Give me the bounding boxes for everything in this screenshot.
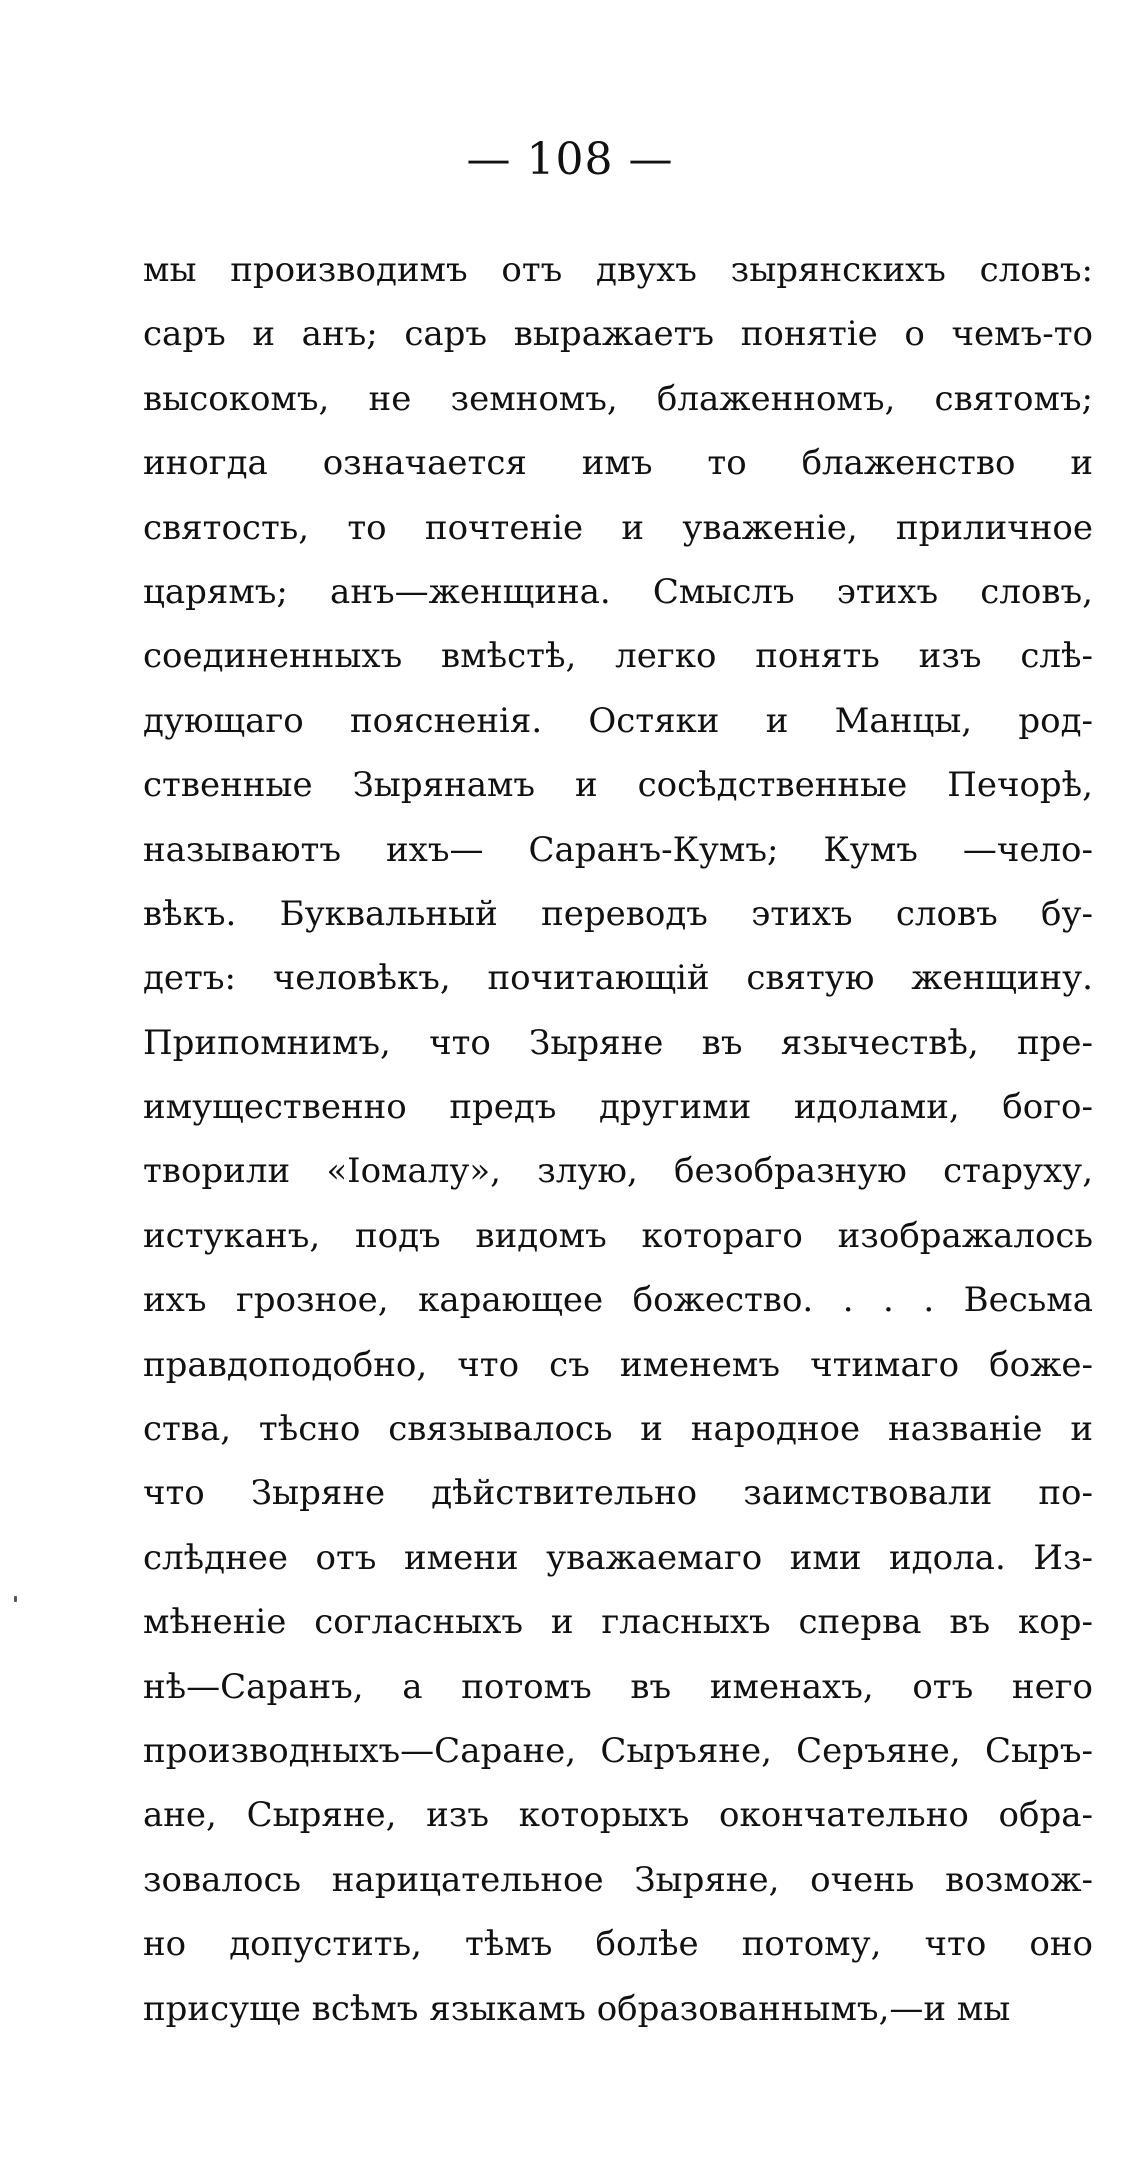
text-line: слѣднее отъ имени уважаемаго ими идола. Из- <box>143 1537 1093 1578</box>
text-line: иногда означается имъ то блаженство и <box>143 443 1093 484</box>
text-line: мѣненіе согласныхъ и гласныхъ сперва въ кор- <box>143 1602 1093 1643</box>
text-line: царямъ; анъ—женщина. Смыслъ этихъ словъ, <box>143 571 1093 612</box>
body-text <box>143 238 1093 2041</box>
ink-speck <box>14 1596 17 1602</box>
text-line: саръ и анъ; саръ выражаетъ понятіе о чемъ-то <box>143 314 1093 355</box>
text-line: Припомнимъ, что Зыряне въ язычествѣ, пре- <box>143 1022 1093 1063</box>
text-line: производныхъ—Саране, Сыръяне, Серъяне, Сыръ- <box>143 1730 1093 1771</box>
text-line: вѣкъ. Буквальный переводъ этихъ словъ бу- <box>143 893 1093 934</box>
text-line: детъ: человѣкъ, почитающій святую женщину. <box>143 958 1093 999</box>
text-line: дующаго поясненія. Остяки и Манцы, род- <box>143 700 1093 741</box>
text-line: творили «Іомалу», злую, безобразную старуху, <box>143 1151 1093 1192</box>
page-number: — 108 — <box>466 134 674 185</box>
text-line: присуще всѣмъ языкамъ образованнымъ,—и мы <box>143 1988 1011 2029</box>
text-line: мы производимъ отъ двухъ зырянскихъ словъ: <box>143 250 1093 290</box>
text-line: ане, Сыряне, изъ которыхъ окончательно обра- <box>143 1795 1093 1836</box>
text-line: высокомъ, не земномъ, блаженномъ, святомъ; <box>143 378 1093 419</box>
text-line: истуканъ, подъ видомъ котораго изображалось <box>143 1215 1093 1256</box>
text-line: нѣ—Саранъ, а потомъ въ именахъ, отъ него <box>143 1666 1093 1707</box>
text-line: правдоподобно, что съ именемъ чтимаго боже- <box>143 1344 1093 1385</box>
text-line: святость, то почтеніе и уваженіе, приличное <box>143 507 1093 548</box>
text-line: ства, тѣсно связывалось и народное названіе и <box>143 1409 1093 1450</box>
text-line: ихъ грозное, карающее божество. . . . Весьма <box>143 1280 1093 1321</box>
text-line: имущественно предъ другими идолами, бого- <box>143 1087 1093 1128</box>
text-line: зовалось нарицательное Зыряне, очень возмож- <box>143 1859 1093 1900</box>
text-line: соединенныхъ вмѣстѣ, легко понять изъ слѣ- <box>143 636 1093 677</box>
text-line: ственные Зырянамъ и сосѣдственные Печорѣ, <box>143 765 1093 806</box>
text-line: называютъ ихъ— Саранъ-Кумъ; Кумъ —чело- <box>143 829 1093 870</box>
text-line: что Зыряне дѣйствительно заимствовали по- <box>143 1473 1093 1514</box>
text-line: но допустить, тѣмъ болѣе потому, что оно <box>143 1924 1093 1965</box>
